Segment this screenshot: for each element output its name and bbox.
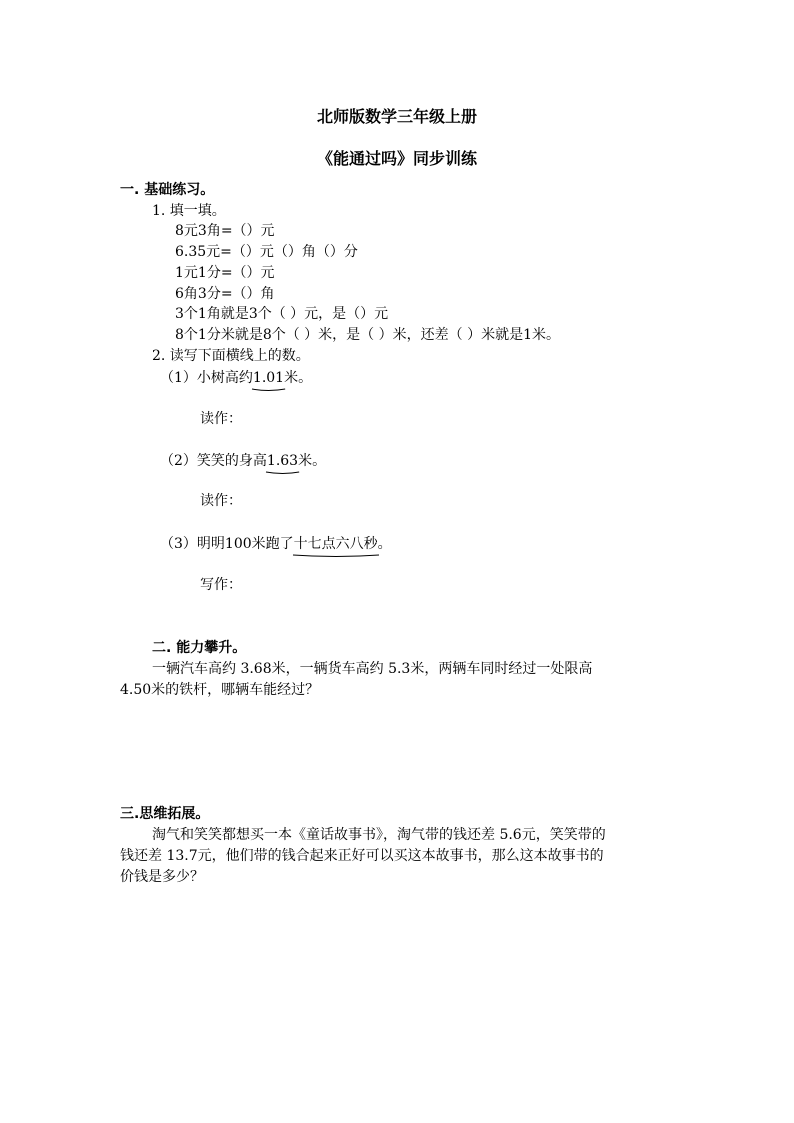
q1-item: 1元1分=（）元 [175, 265, 275, 281]
q2-sub3 [160, 534, 392, 554]
document-title: 北师版数学三年级上册 [316, 107, 477, 126]
section3-line: 价钱是多少？ [120, 869, 204, 885]
q2-sub2-prefix: （2）笑笑的身高 [160, 453, 267, 469]
section3-heading: 三.思维拓展。 [120, 806, 210, 822]
q2-sub2-answer-label: 读作： [200, 493, 242, 509]
q2-sub3-prefix: （3）明明100米跑了 [160, 536, 294, 552]
q2-sub2 [160, 451, 326, 471]
underline-mark [251, 387, 286, 393]
q2-sub1-underlined [253, 368, 284, 388]
q2-label: 2. 读写下面横线上的数。 [152, 348, 310, 364]
q1-label: 1. 填一填。 [152, 203, 226, 219]
q1-item: 6.35元=（）元（）角（）分 [175, 244, 358, 260]
q1-item: 3个1角就是3个（ ）元，是（）元 [175, 306, 389, 322]
q2-sub1 [160, 368, 312, 388]
q1-item: 8个1分米就是8个（ ）米，是（ ）米，还差（ ）米就是1米。 [175, 327, 560, 343]
section2-heading: 二. 能力攀升。 [152, 640, 247, 656]
underline-mark [265, 470, 300, 476]
section2-line: 一辆汽车高约 3.68米，一辆货车高约 5.3米，两辆车同时经过一处限高 [152, 661, 593, 677]
q2-sub3-underlined [294, 534, 378, 554]
q2-sub2-suffix: 米。 [298, 453, 327, 469]
q2-sub1-prefix: （1）小树高约 [160, 370, 253, 386]
q2-sub3-words: 十七点六八秒 [293, 536, 378, 552]
q2-sub2-underlined [267, 451, 298, 471]
section3-line: 淘气和笑笑都想买一本《童话故事书》，淘气带的钱还差 5.6元，笑笑带的 [152, 827, 606, 843]
q1-item: 8元3角=（）元 [175, 223, 275, 239]
q2-sub3-answer-label: 写作： [200, 577, 242, 593]
q2-sub1-number: 1.01 [252, 370, 285, 386]
q2-sub1-suffix: 米。 [284, 370, 313, 386]
q2-sub2-number: 1.63 [266, 453, 299, 469]
document-subtitle: 《能通过吗》同步训练 [316, 149, 477, 168]
section3-line: 钱还差 13.7元，他们带的钱合起来正好可以买这本故事书，那么这本故事书的 [120, 848, 604, 864]
q2-sub3-suffix: 。 [377, 536, 392, 552]
q1-item: 6角3分=（）角 [175, 286, 275, 302]
section1-heading: 一. 基础练习。 [120, 182, 215, 198]
q2-sub1-answer-label: 读作： [200, 411, 242, 427]
underline-mark [292, 553, 380, 559]
section2-line: 4.50米的铁杆，哪辆车能经过？ [120, 682, 320, 698]
